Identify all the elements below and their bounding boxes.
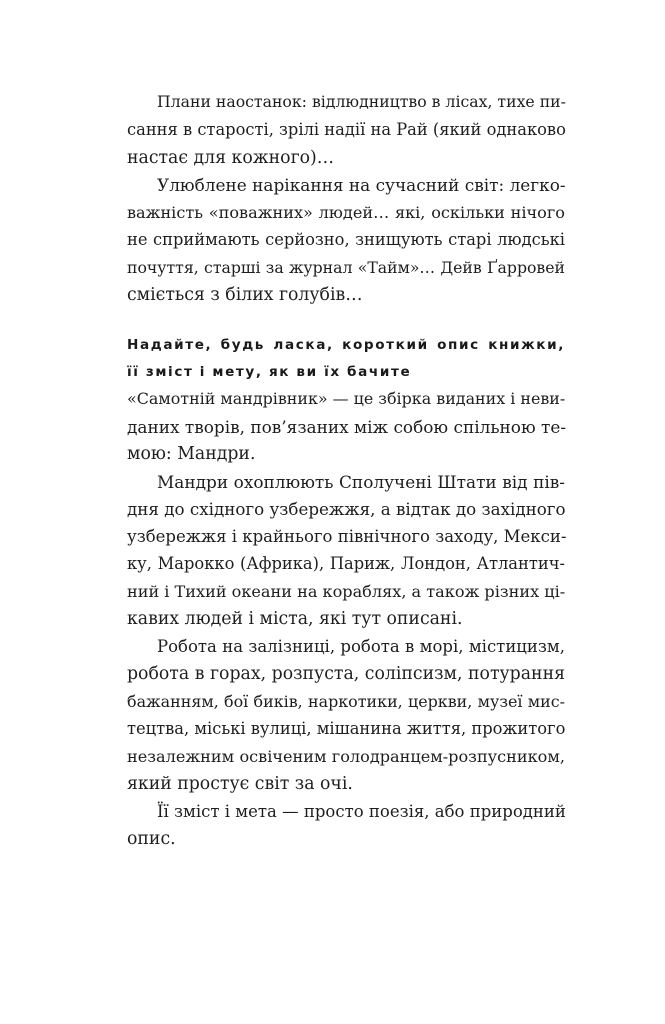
text-line: сміється з білих голубів… bbox=[127, 285, 363, 305]
text-line: ний і Тихий океани на кораблях, а також різних ці- bbox=[127, 582, 566, 601]
text-line: «Самотній мандрівник» — це збірка виданих і неви- bbox=[127, 389, 566, 408]
text-line: не сприймають серйозно, знищують старі людські bbox=[127, 230, 565, 249]
text-line: Мандри охоплюють Сполучені Штати від пів- bbox=[157, 472, 565, 492]
text-line: ку, Марокко (Африка), Париж, Лондон, Атлантич- bbox=[127, 554, 565, 573]
text-line: Плани наостанок: відлюдництво в лісах, тихе пи- bbox=[157, 92, 566, 111]
text-line: кавих людей і міста, які тут описані. bbox=[127, 609, 463, 629]
text-line: робота в горах, розпуста, соліпсизм, потурання bbox=[127, 664, 565, 684]
text-line: сання в старості, зрілі надії на Рай (який однаково bbox=[127, 120, 566, 139]
text-line: важність «поважних» людей… які, оскільки нічого bbox=[127, 203, 565, 222]
text-line: який простує світ за очі. bbox=[127, 774, 353, 794]
text-line: Її зміст і мета — просто поезія, або природний bbox=[157, 802, 566, 821]
text-line: Улюблене нарікання на сучасний світ: легко- bbox=[157, 175, 566, 195]
text-line: опис. bbox=[127, 829, 176, 849]
heading-line: її зміст і мету, як ви їх бачите bbox=[127, 364, 412, 380]
text-line: дня до східного узбережжя, а відтак до західного bbox=[127, 499, 566, 519]
text-line: почуття, старші за журнал «Тайм»… Дейв Ґарровей bbox=[127, 258, 565, 277]
text-line: бажанням, бої биків, наркотики, церкви, музеї мис- bbox=[127, 692, 565, 711]
text-line: настає для кожного)… bbox=[127, 148, 335, 168]
text-line: мою: Мандри. bbox=[127, 444, 256, 464]
heading-line: Надайте, будь ласка, короткий опис книжки, bbox=[127, 337, 565, 353]
text-line: незалежним освіченим голодранцем-розпусником, bbox=[127, 747, 565, 766]
text-line: тецтва, міські вулиці, мішанина життя, прожитого bbox=[127, 719, 566, 738]
text-line: Робота на залізниці, робота в морі, містицизм, bbox=[157, 637, 565, 656]
text-line: даних творів, пов’язаних між собою спільною те- bbox=[127, 417, 567, 437]
text-line: узбережжя і крайнього північного заходу, Мекси- bbox=[127, 527, 567, 546]
